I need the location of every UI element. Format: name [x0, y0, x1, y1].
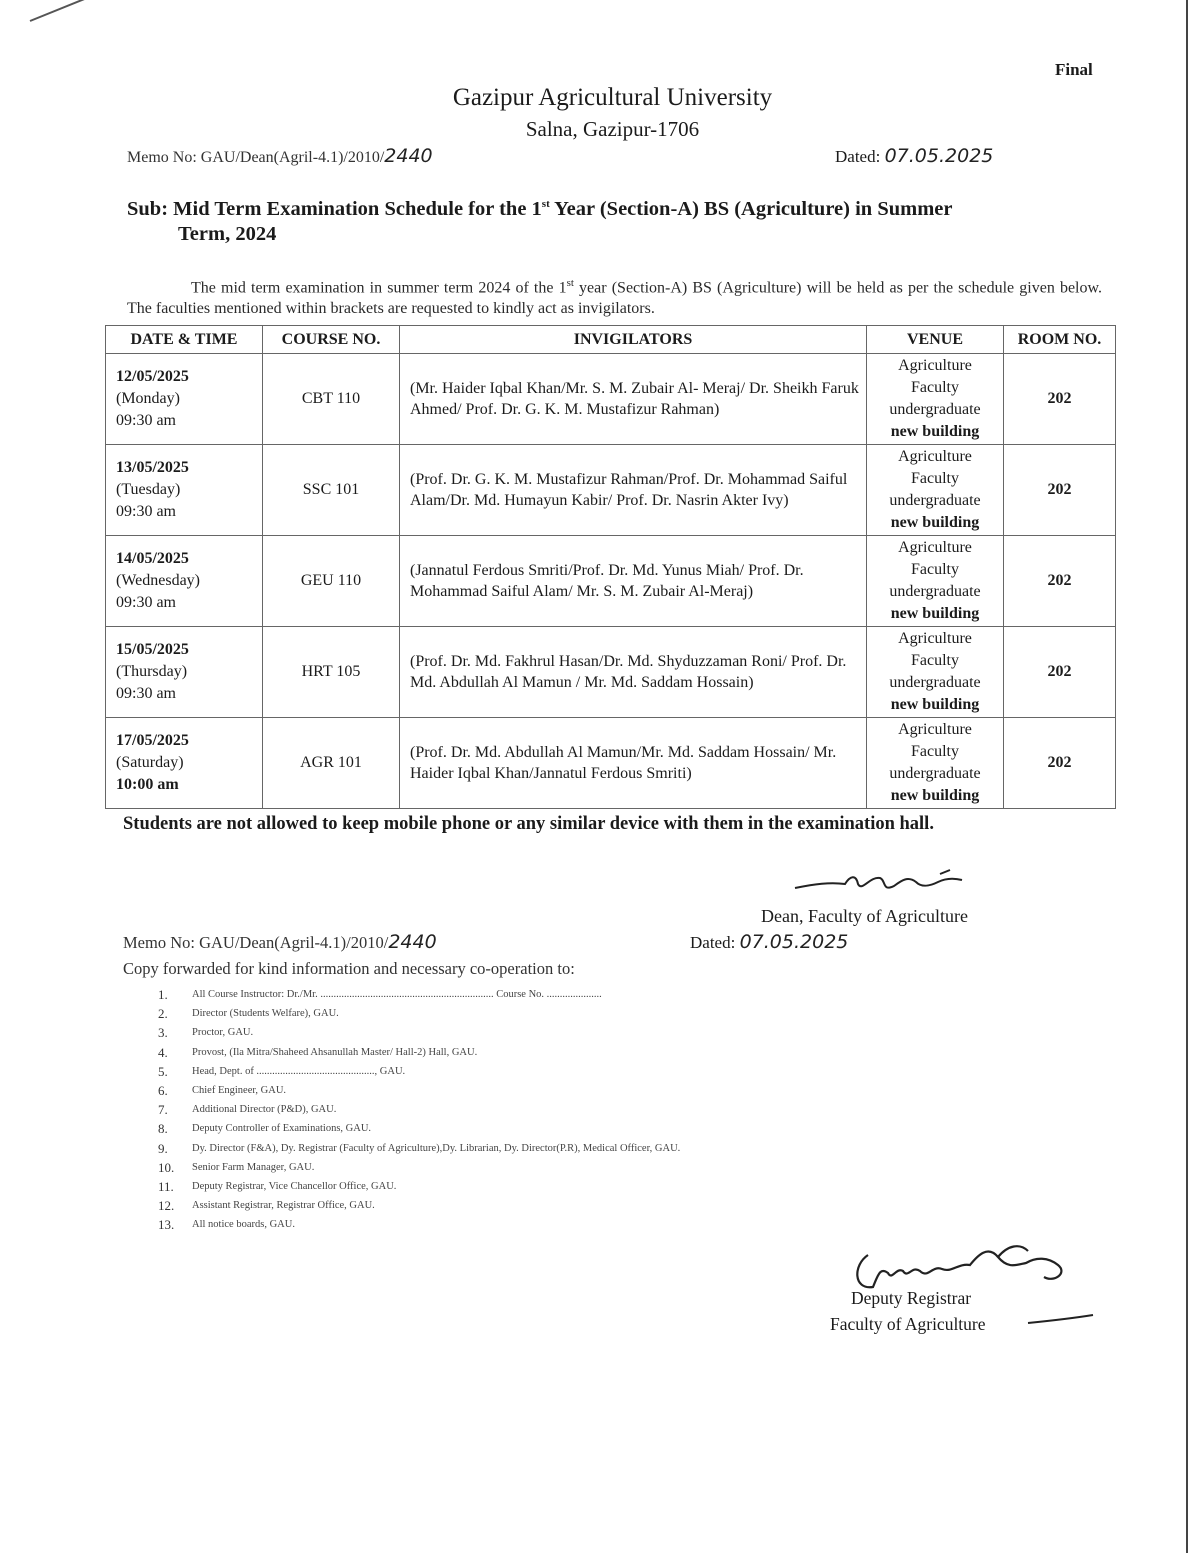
- date-time-cell: 14/05/2025 (Wednesday) 09:30 am: [106, 536, 263, 627]
- venue-cell: Agriculture Faculty undergraduate new building: [867, 354, 1004, 445]
- room-cell: 202: [1004, 718, 1116, 809]
- invigilators-cell: (Mr. Haider Iqbal Khan/Mr. S. M. Zubair Al- Meraj/ Dr. Sheikh Faruk Ahmed/ Prof. Dr. G. K. M. Mustafizur Rahman): [400, 354, 867, 445]
- invigilators-cell: (Prof. Dr. G. K. M. Mustafizur Rahman/Prof. Dr. Mohammad Saiful Alam/Dr. Md. Humayun Kabir/ Prof. Dr. Nasrin Akter Ivy): [400, 445, 867, 536]
- list-item: 1. All Course Instructor: Dr./Mr. .................................................................. Course No. .....................: [158, 987, 602, 1002]
- memo-handwritten-number: 2440: [388, 931, 437, 953]
- table-row: [106, 536, 1116, 627]
- dated-label: Dated:: [835, 147, 881, 166]
- date-footer: Dated: 07.05.2025: [690, 931, 849, 953]
- dean-title: Dean, Faculty of Agriculture: [761, 906, 968, 926]
- header-invigilators: INVIGILATORS: [400, 326, 867, 354]
- date-top: [835, 145, 993, 167]
- venue-cell: Agriculture Faculty undergraduate new building: [867, 718, 1004, 809]
- table-row: [106, 354, 1116, 445]
- list-item: 8. Deputy Controller of Examinations, GAU.: [158, 1121, 372, 1137]
- venue-cell: Agriculture Faculty undergraduate new building: [867, 445, 1004, 536]
- list-item: 2. Director (Students Welfare), GAU.: [158, 1006, 339, 1022]
- list-item: 4. Provost, (Ila Mitra/Shaheed Ahsanullah Master/ Hall-2) Hall, GAU.: [158, 1044, 478, 1060]
- list-item: 5. Head, Dept. of ............................................., GAU.: [158, 1063, 406, 1079]
- cc-distribution-list: [150, 985, 750, 1235]
- course-cell: CBT 110: [263, 354, 400, 445]
- room-cell: 202: [1004, 445, 1116, 536]
- intro-paragraph: The mid term examination in summer term 2024 of the 1st year (Section-A) BS (Agriculture) will be held as per the schedule given below. The faculties mentioned within brackets are requested to kindly act as invigilators.: [127, 277, 1103, 318]
- course-cell: AGR 101: [263, 718, 400, 809]
- scan-pen-mark: [30, 0, 96, 22]
- subject-line-2: Term, 2024: [178, 222, 277, 245]
- room-cell: 202: [1004, 536, 1116, 627]
- date-time-cell: 12/05/2025 (Monday) 09:30 am: [106, 354, 263, 445]
- deputy-faculty-line: Faculty of Agriculture: [830, 1314, 986, 1334]
- memo-number-footer: Memo No: GAU/Dean(Agril-4.1)/2010/2440: [123, 931, 437, 953]
- subject-line: Sub: Mid Term Examination Schedule for the 1st Year (Section-A) BS (Agriculture) in Summer Term, 2024: [127, 192, 1107, 247]
- exam-hall-notice: Students are not allowed to keep mobile phone or any similar device with them in the examination hall.: [123, 814, 934, 834]
- exam-schedule-table: [105, 325, 1116, 809]
- invigilators-cell: (Prof. Dr. Md. Abdullah Al Mamun/Mr. Md. Saddam Hossain/ Mr. Haider Iqbal Khan/Jannatul Ferdous Smriti): [400, 718, 867, 809]
- venue-cell: Agriculture Faculty undergraduate new building: [867, 627, 1004, 718]
- list-item: 13. All notice boards, GAU.: [158, 1217, 295, 1233]
- list-item: 3. Proctor, GAU.: [158, 1025, 254, 1041]
- list-item: 10. Senior Farm Manager, GAU.: [158, 1159, 315, 1175]
- dated-handwritten-value: 07.05.2025: [884, 145, 994, 167]
- deputy-registrar-title: Deputy Registrar: [851, 1288, 972, 1308]
- dean-signature: [790, 866, 980, 906]
- scan-edge-line: [1186, 0, 1188, 1553]
- date-time-cell: 15/05/2025 (Thursday) 09:30 am: [106, 627, 263, 718]
- venue-cell: Agriculture Faculty undergraduate new building: [867, 536, 1004, 627]
- dated-handwritten-value: 07.05.2025: [739, 931, 849, 953]
- copy-forwarded-line: Copy forwarded for kind information and necessary co-operation to:: [123, 959, 575, 978]
- table-row: [106, 718, 1116, 809]
- room-cell: 202: [1004, 354, 1116, 445]
- list-item: 11. Deputy Registrar, Vice Chancellor Office, GAU.: [158, 1179, 397, 1195]
- invigilators-cell: (Prof. Dr. Md. Fakhrul Hasan/Dr. Md. Shyduzzaman Roni/ Prof. Dr. Md. Abdullah Al Mamun / Mr. Md. Saddam Hossain): [400, 627, 867, 718]
- memo-prefix: Memo No: GAU/Dean(Agril-4.1)/2010/: [127, 149, 385, 166]
- university-name: Gazipur Agricultural University: [452, 84, 773, 111]
- memo-handwritten-number: 2440: [384, 145, 433, 167]
- table-header-row: [106, 326, 1116, 354]
- header-date-time: DATE & TIME: [106, 326, 263, 354]
- table-row: [106, 627, 1116, 718]
- list-item: 7. Additional Director (P&D), GAU.: [158, 1102, 337, 1118]
- final-label: Final: [1055, 60, 1093, 79]
- date-time-cell: 17/05/2025 (Saturday) 10:00 am: [106, 718, 263, 809]
- table-row: [106, 445, 1116, 536]
- date-time-cell: 13/05/2025 (Tuesday) 09:30 am: [106, 445, 263, 536]
- course-cell: GEU 110: [263, 536, 400, 627]
- header-course-no: COURSE NO.: [263, 326, 400, 354]
- invigilators-cell: (Jannatul Ferdous Smriti/Prof. Dr. Md. Yunus Miah/ Prof. Dr. Mohammad Saiful Alam/ Mr. S. M. Zubair Al-Meraj): [400, 536, 867, 627]
- list-item: 12. Assistant Registrar, Registrar Office, GAU.: [158, 1198, 375, 1214]
- course-cell: HRT 105: [263, 627, 400, 718]
- header-venue: VENUE: [867, 326, 1004, 354]
- course-cell: SSC 101: [263, 445, 400, 536]
- header-room-no: ROOM NO.: [1004, 326, 1116, 354]
- list-item: 6. Chief Engineer, GAU.: [158, 1083, 287, 1099]
- university-address: Salna, Gazipur-1706: [525, 117, 700, 141]
- memo-number-top: [127, 145, 433, 167]
- list-item: 9. Dy. Director (F&A), Dy. Registrar (Faculty of Agriculture),Dy. Librarian, Dy. Director(P.R), Medical Officer, GAU.: [158, 1140, 681, 1156]
- room-cell: 202: [1004, 627, 1116, 718]
